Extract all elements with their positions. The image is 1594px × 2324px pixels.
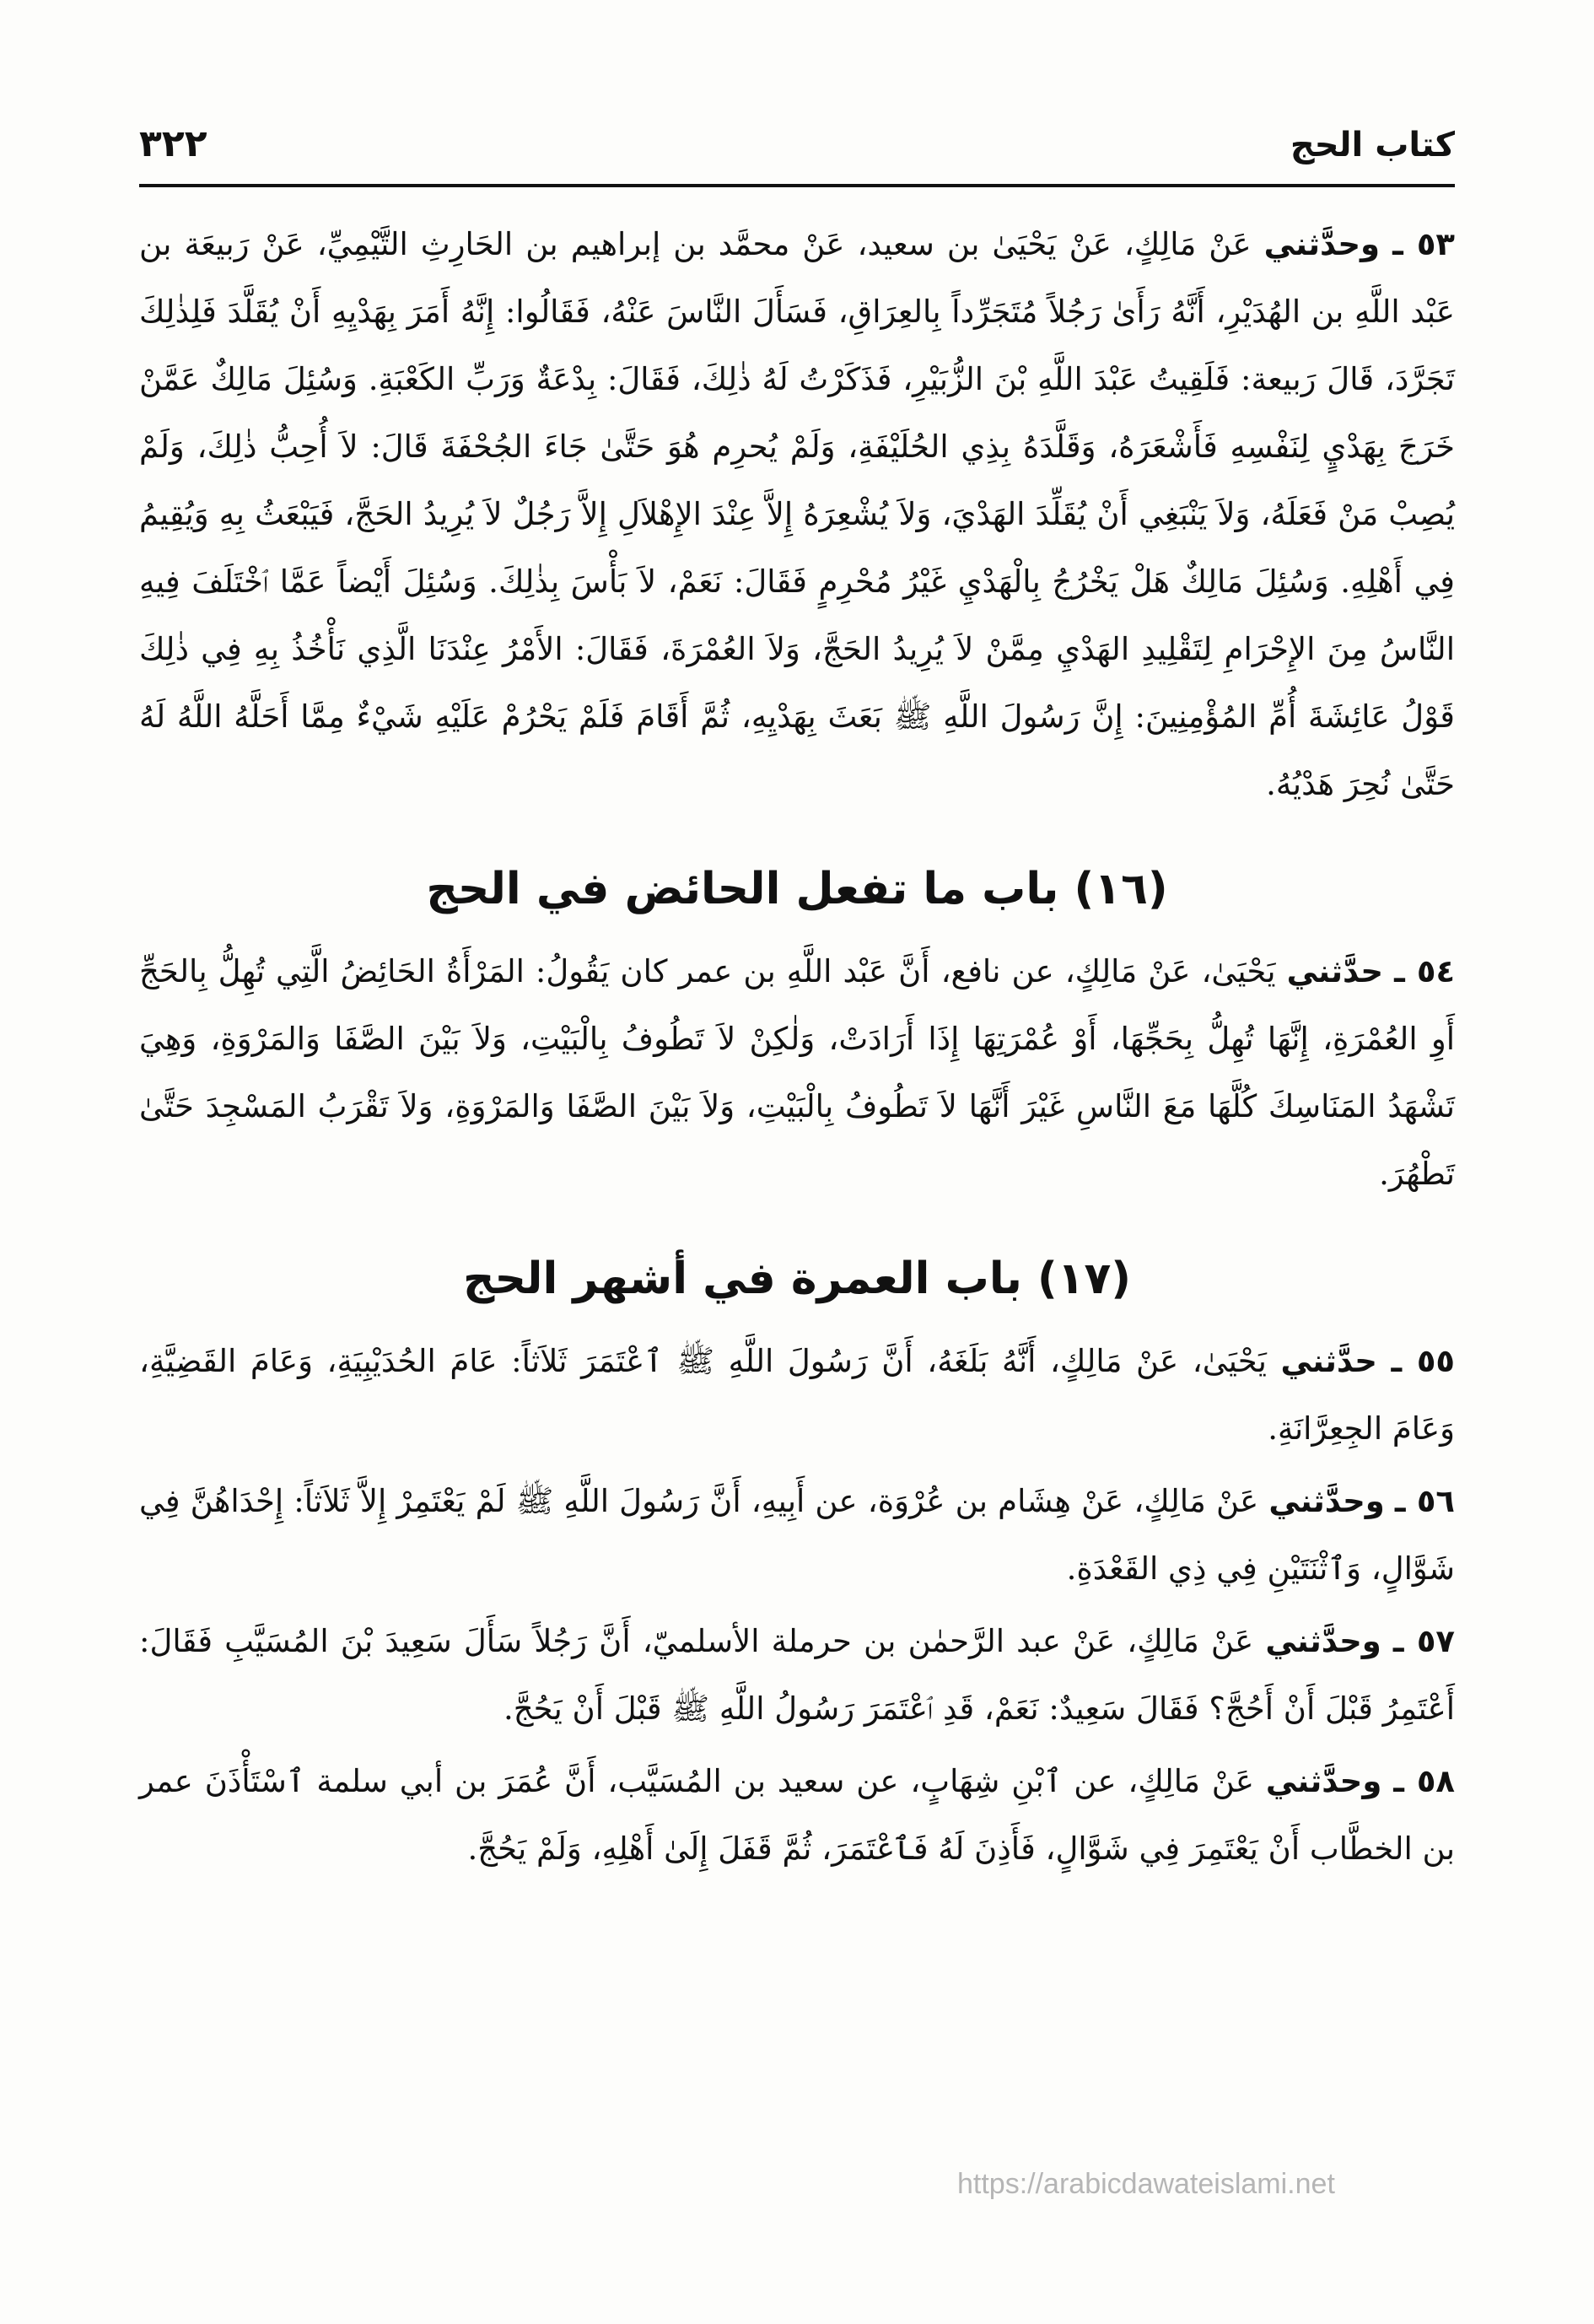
hadith-number: ٥٨ ـ — [1393, 1763, 1455, 1799]
hadith-text: يَحْيَىٰ، عَنْ مَالِكٍ، عن نافع، أَنَّ عَبْد اللَّهِ بن عمر كان يَقُولُ: المَرْأَةُ الحَائِضُ الَّتِي تُهِلُّ بِالحَجِّ أَوِ العُمْرَةِ، إِنَّهَا تُهِلُّ بِحَجِّهَا، أَوْ عُمْرَتِهَا إِذَا أَرَادَتْ، وَلٰكِنْ لاَ تَطُوفُ بِالْبَيْتِ، وَلاَ بَيْنَ الصَّفَا وَالمَرْوَةِ، وَهِيَ تَشْهَدُ المَنَاسِكَ كُلَّهَا مَعَ النَّاسِ غَيْرَ أَنَّهَا لاَ تَطُوفُ بِالْبَيْتِ، وَلاَ بَيْنَ الصَّفَا وَالمَرْوَةِ، وَلاَ تَقْرَبُ المَسْجِدَ حَتَّىٰ تَطْهُرَ. — [139, 953, 1455, 1192]
page-body — [139, 211, 1455, 1888]
book-title: كتاب الحج — [1290, 126, 1455, 164]
hadith-number: ٥٧ ـ — [1392, 1623, 1455, 1659]
hadith-56 — [139, 1468, 1455, 1603]
hadith-58 — [139, 1748, 1455, 1883]
hadith-55 — [139, 1328, 1455, 1463]
page-number: ٣٢٢ — [139, 122, 207, 165]
hadith-number: ٥٣ ـ — [1392, 226, 1456, 262]
hadith-text: عَنْ مَالِكٍ، عَنْ هِشَام بن عُرْوَة، عن أَبِيهِ، أَنَّ رَسُولَ اللَّهِ ﷺ لَمْ يَعْتَمِرْ إِلاَّ ثَلاَثاً: إِحْدَاهُنَّ فِي شَوَّالٍ، وَٱثْنَتَيْنِ فِي ذِي القَعْدَةِ. — [139, 1483, 1455, 1587]
hadith-number: ٥٥ ـ — [1391, 1343, 1456, 1379]
hadith-lead: وحدَّثني — [1265, 1623, 1381, 1659]
header-rule — [139, 184, 1455, 187]
hadith-text: عَنْ مَالِكٍ، عن ٱبْنِ شِهَابٍ، عن سعيد بن المُسَيَّب، أَنَّ عُمَرَ بن أبي سلمة ٱسْتَأْذَنَ عمر بن الخطَّاب أَنْ يَعْتَمِرَ فِي شَوَّالٍ، فَأَذِنَ لَهُ فَٱعْتَمَرَ، ثُمَّ قَفَلَ إِلَىٰ أَهْلِهِ، وَلَمْ يَحُجَّ. — [139, 1763, 1455, 1867]
hadith-lead: حدَّثني — [1286, 953, 1384, 989]
hadith-number: ٥٤ ـ — [1394, 953, 1456, 989]
hadith-lead: وحدَّثني — [1268, 1483, 1385, 1519]
hadith-lead: وحدَّثني — [1263, 226, 1381, 262]
hadith-number: ٥٦ ـ — [1394, 1483, 1455, 1519]
hadith-57 — [139, 1608, 1455, 1743]
hadith-lead: حدَّثني — [1280, 1343, 1377, 1379]
hadith-text: عَنْ مَالِكٍ، عَنْ عبد الرَّحمٰن بن حرملة الأسلميّ، أَنَّ رَجُلاً سَأَلَ سَعِيدَ بْنَ المُسَيَّبِ فَقَالَ: أَعْتَمِرُ قَبْلَ أَنْ أَحُجَّ؟ فَقَالَ سَعِيدٌ: نَعَمْ، قَدِ ٱعْتَمَرَ رَسُولُ اللَّهِ ﷺ قَبْلَ أَنْ يَحُجَّ. — [139, 1623, 1455, 1727]
hadith-text: عَنْ مَالِكٍ، عَنْ يَحْيَىٰ بن سعيد، عَنْ محمَّد بن إبراهيم بن الحَارِثِ التَّيْمِيِّ، عَنْ رَبيعَة بن عَبْد اللَّهِ بن الهُدَيْرِ، أَنَّهُ رَأَىٰ رَجُلاً مُتَجَرِّداً بِالعِرَاقِ، فَسَأَلَ النَّاسَ عَنْهُ، فَقَالُوا: إِنَّهُ أَمَرَ بِهَدْيِهِ أَنْ يُقَلَّدَ فَلِذٰلِكَ تَجَرَّدَ، قَالَ رَبيعة: فَلَقِيتُ عَبْدَ اللَّهِ بْنَ الزُّبَيْرِ، فَذَكَرْتُ لَهُ ذٰلِكَ، فَقَالَ: بِدْعَةٌ وَرَبِّ الكَعْبَةِ. وَسُئِلَ مَالِكٌ عَمَّنْ خَرَجَ بِهَدْيٍ لِنَفْسِهِ فَأَشْعَرَهُ، وَقَلَّدَهُ بِذِي الحُلَيْفَةِ، وَلَمْ يُحرِم هُوَ حَتَّىٰ جَاءَ الجُحْفَةَ قَالَ: لاَ أُحِبُّ ذٰلِكَ، وَلَمْ يُصِبْ مَنْ فَعَلَهُ، وَلاَ يَنْبَغِي أَنْ يُقَلِّدَ الهَدْيَ، وَلاَ يُشْعِرَهُ إِلاَّ عِنْدَ الإِهْلاَلِ إِلاَّ رَجُلٌ لاَ يُرِيدُ الحَجَّ، فَيَبْعَثُ بِهِ وَيُقِيمُ فِي أَهْلِهِ. وَسُئِلَ مَالِكٌ هَلْ يَخْرُجُ بِالْهَدْيِ غَيْرُ مُحْرِمٍ فَقَالَ: نَعَمْ، لاَ بَأْسَ بِذٰلِكَ. وَسُئِلَ أَيْضاً عَمَّا ٱخْتَلَفَ فِيهِ النَّاسُ مِنَ الإِحْرَامِ لِتَقْلِيدِ الهَدْيِ مِمَّنْ لاَ يُرِيدُ الحَجَّ، وَلاَ العُمْرَةَ، فَقَالَ: الأَمْرُ عِنْدَنَا الَّذِي نَأْخُذُ بِهِ فِي ذٰلِكَ قَوْلُ عَائِشَةَ أُمِّ المُؤْمِنِينَ: إِنَّ رَسُولَ اللَّهِ ﷺ بَعَثَ بِهَدْيِهِ، ثُمَّ أَقَامَ فَلَمْ يَحْرُمْ عَلَيْهِ شَيْءٌ مِمَّا أَحَلَّهُ اللَّهُ لَهُ حَتَّىٰ نُحِرَ هَدْيُهُ. — [139, 226, 1455, 802]
hadith-54 — [139, 938, 1455, 1208]
chapter-heading-17: (١٧) باب العمرة في أشهر الحج — [462, 1254, 1132, 1304]
hadith-53 — [139, 211, 1455, 818]
watermark-url[interactable]: https://arabicdawateislami.net — [957, 2168, 1335, 2200]
running-head — [139, 114, 1455, 181]
hadith-lead: وحدَّثني — [1265, 1763, 1382, 1799]
hadith-text: يَحْيَىٰ، عَنْ مَالِكٍ، أَنَّهُ بَلَغَهُ، أَنَّ رَسُولَ اللَّهِ ﷺ ٱعْتَمَرَ ثَلاَثاً: عَامَ الحُدَيْبِيَةِ، وَعَامَ القَضِيَّةِ، وَعَامَ الجِعِرَّانَةِ. — [139, 1343, 1455, 1447]
chapter-heading-16: (١٦) باب ما تفعل الحائض في الحج — [426, 864, 1168, 914]
